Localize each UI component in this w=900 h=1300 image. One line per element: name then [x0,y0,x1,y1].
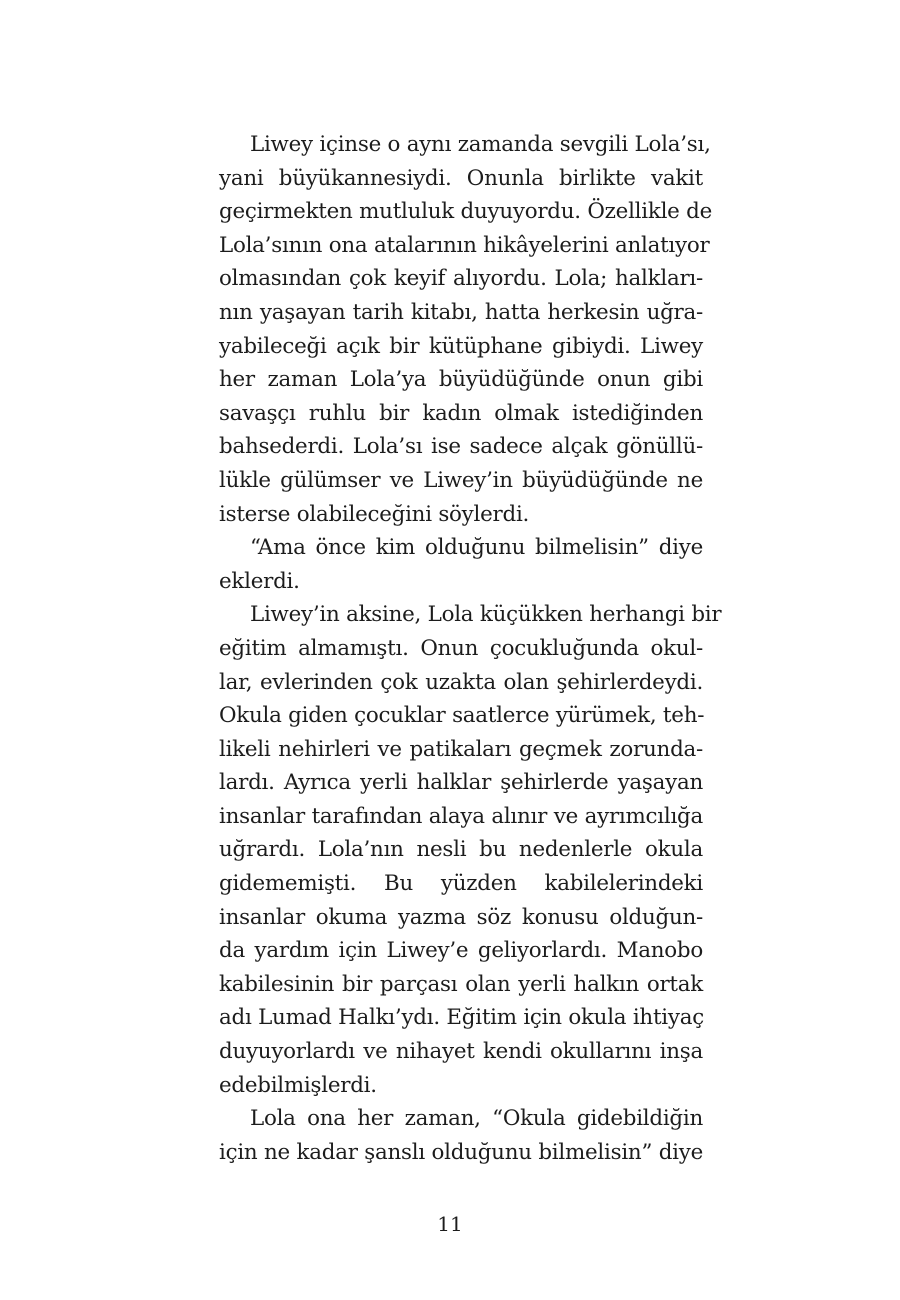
text-line: “Ama önce kim olduğunu bilmelisin” diye [250,535,703,561]
text-line: uğrardı. Lola’nın nesli bu nedenlerle okula [219,837,703,863]
text-line: nın yaşayan tarih kitabı, hatta herkesin uğra- [219,299,703,325]
text-line: yabileceği açık bir kütüphane gibiydi. Liwey [219,333,703,359]
text-line: savaşçı ruhlu bir kadın olmak istediğinden [219,400,703,426]
text-line: edebilmişlerdi. [219,1072,377,1098]
text-line: Lola’sının ona atalarının hikâyelerini anlatıyor [219,232,710,258]
text-line: olmasından çok keyif alıyordu. Lola; halkları- [219,266,703,292]
text-line: likeli nehirleri ve patikaları geçmek zorunda- [219,736,703,762]
text-line: insanlar tarafından alaya alınır ve ayrımcılığa [219,803,703,829]
text-line: lükle gülümser ve Liwey’in büyüdüğünde ne [219,467,703,493]
text-line: Liwey içinse o aynı zamanda sevgili Lola’sı, [250,132,711,157]
text-line: insanlar okuma yazma söz konusu olduğun- [219,904,703,930]
text-line: eğitim almamıştı. Onun çocukluğunda okul- [219,635,703,661]
text-line: isterse olabileceğini söylerdi. [219,501,530,527]
page-number: 11 [437,1212,463,1236]
text-line: lardı. Ayrıca yerli halklar şehirlerde yaşayan [219,770,703,796]
text-line: geçirmekten mutluluk duyuyordu. Özellikle de [219,199,712,225]
text-line: her zaman Lola’ya büyüdüğünde onun gibi [219,367,703,393]
body-text [219,128,722,1169]
text-line: için ne kadar şanslı olduğunu bilmelisin” diye [219,1139,703,1165]
text-line: gidememişti. Bu yüzden kabilelerindeki [219,871,703,897]
text-line: bahsederdi. Lola’sı ise sadece alçak gönüllü- [219,434,703,460]
text-line: Lola ona her zaman, “Okula gidebildiğin [250,1106,703,1132]
text-line: adı Lumad Halkı’ydı. Eğitim için okula ihtiyaç [219,1005,704,1031]
text-line: yani büyükannesiydi. Onunla birlikte vakit [219,165,703,191]
text-line: lar, evlerinden çok uzakta olan şehirlerdeydi. [219,669,703,695]
text-line: eklerdi. [219,568,300,594]
text-line: Liwey’in aksine, Lola küçükken herhangi bir [250,602,722,628]
text-line: duyuyorlardı ve nihayet kendi okullarını inşa [219,1039,703,1065]
text-line: Okula giden çocuklar saatlerce yürümek, teh- [219,703,705,729]
text-line: da yardım için Liwey’e geliyorlardı. Manobo [219,938,703,964]
text-line: kabilesinin bir parçası olan yerli halkın ortak [219,971,703,997]
